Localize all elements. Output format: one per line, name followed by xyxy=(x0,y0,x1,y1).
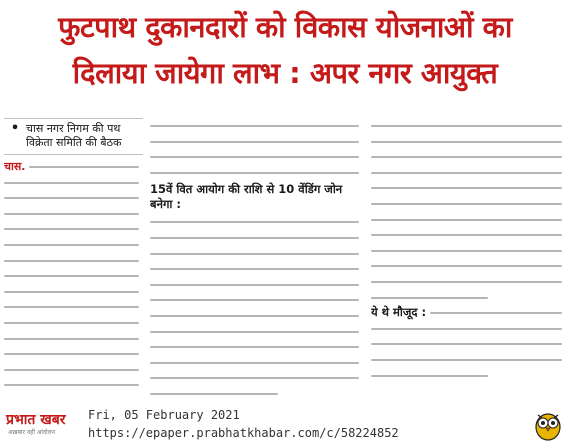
publish-date: Fri, 05 February 2021 xyxy=(88,408,240,422)
text-line xyxy=(4,377,143,393)
article-column-1 xyxy=(4,118,143,398)
text-line xyxy=(150,134,363,150)
text-line xyxy=(371,134,566,150)
text-line xyxy=(371,368,566,384)
text-line xyxy=(4,284,143,300)
text-line xyxy=(4,175,143,191)
text-line xyxy=(371,321,566,337)
text-line xyxy=(4,221,143,237)
article-column-3 xyxy=(371,118,566,398)
logo-tagline: अख़बार नहीं आंदोलन xyxy=(8,429,56,436)
text-line xyxy=(4,331,143,347)
text-line xyxy=(150,165,363,181)
clip-url[interactable]: https://epaper.prabhatkhabar.com/c/58224852 xyxy=(88,426,399,440)
dateline: चास. xyxy=(4,160,26,173)
text-line xyxy=(4,253,143,269)
text-line xyxy=(371,149,566,165)
text-line xyxy=(4,315,143,331)
text-line xyxy=(371,165,566,181)
text-line xyxy=(4,206,143,222)
text-line xyxy=(4,393,143,398)
text-line xyxy=(150,246,363,262)
text-line xyxy=(371,180,566,196)
subhead-vending-zone: 15वें वित आयोग की राशि से 10 वेंडिंग जोन बनेगा : xyxy=(150,182,343,212)
text-line xyxy=(371,258,566,274)
bullet-icon: • xyxy=(10,121,20,136)
headline-line-1: फुटपाथ दुकानदारों को विकास योजनाओं का xyxy=(58,10,512,44)
text-line xyxy=(150,214,363,230)
text-line xyxy=(371,290,566,306)
article-column-2 xyxy=(150,118,363,398)
text-line xyxy=(371,274,566,290)
logo-wordmark: प्रभात खबर xyxy=(6,412,66,428)
text-line xyxy=(4,268,143,284)
text-line xyxy=(150,277,363,293)
text-line xyxy=(150,261,363,277)
text-line xyxy=(150,324,363,340)
prabhat-khabar-logo xyxy=(6,404,86,438)
text-line xyxy=(29,159,143,175)
text-line xyxy=(150,339,363,355)
headline-line-2: दिलाया जायेगा लाभ : अपर नगर आयुक्त xyxy=(72,56,498,90)
text-line xyxy=(150,292,363,308)
text-line xyxy=(150,118,363,134)
text-line xyxy=(371,196,566,212)
dateline-row xyxy=(4,159,143,175)
summary-text: चास नगर निगम की पथ विक्रेता समिति की बैठक xyxy=(26,122,122,149)
text-line xyxy=(371,118,566,134)
headline xyxy=(6,4,564,96)
text-line xyxy=(150,230,363,246)
epaper-footer xyxy=(0,400,570,447)
owl-mascot-icon xyxy=(533,408,563,442)
text-line xyxy=(150,355,363,371)
text-line xyxy=(150,149,363,165)
text-line xyxy=(371,243,566,259)
text-line xyxy=(371,227,566,243)
text-line xyxy=(4,237,143,253)
text-line xyxy=(150,386,363,398)
text-line xyxy=(4,346,143,362)
text-line xyxy=(4,299,143,315)
text-line xyxy=(4,190,143,206)
text-line xyxy=(150,370,363,386)
text-line xyxy=(371,336,566,352)
text-line xyxy=(4,362,143,378)
text-line xyxy=(371,352,566,368)
text-line xyxy=(150,308,363,324)
subhead-present: ये थे मौजूद : xyxy=(371,305,427,320)
present-row xyxy=(371,305,566,321)
summary-box xyxy=(4,118,143,155)
text-line xyxy=(371,212,566,228)
text-line xyxy=(430,305,566,321)
